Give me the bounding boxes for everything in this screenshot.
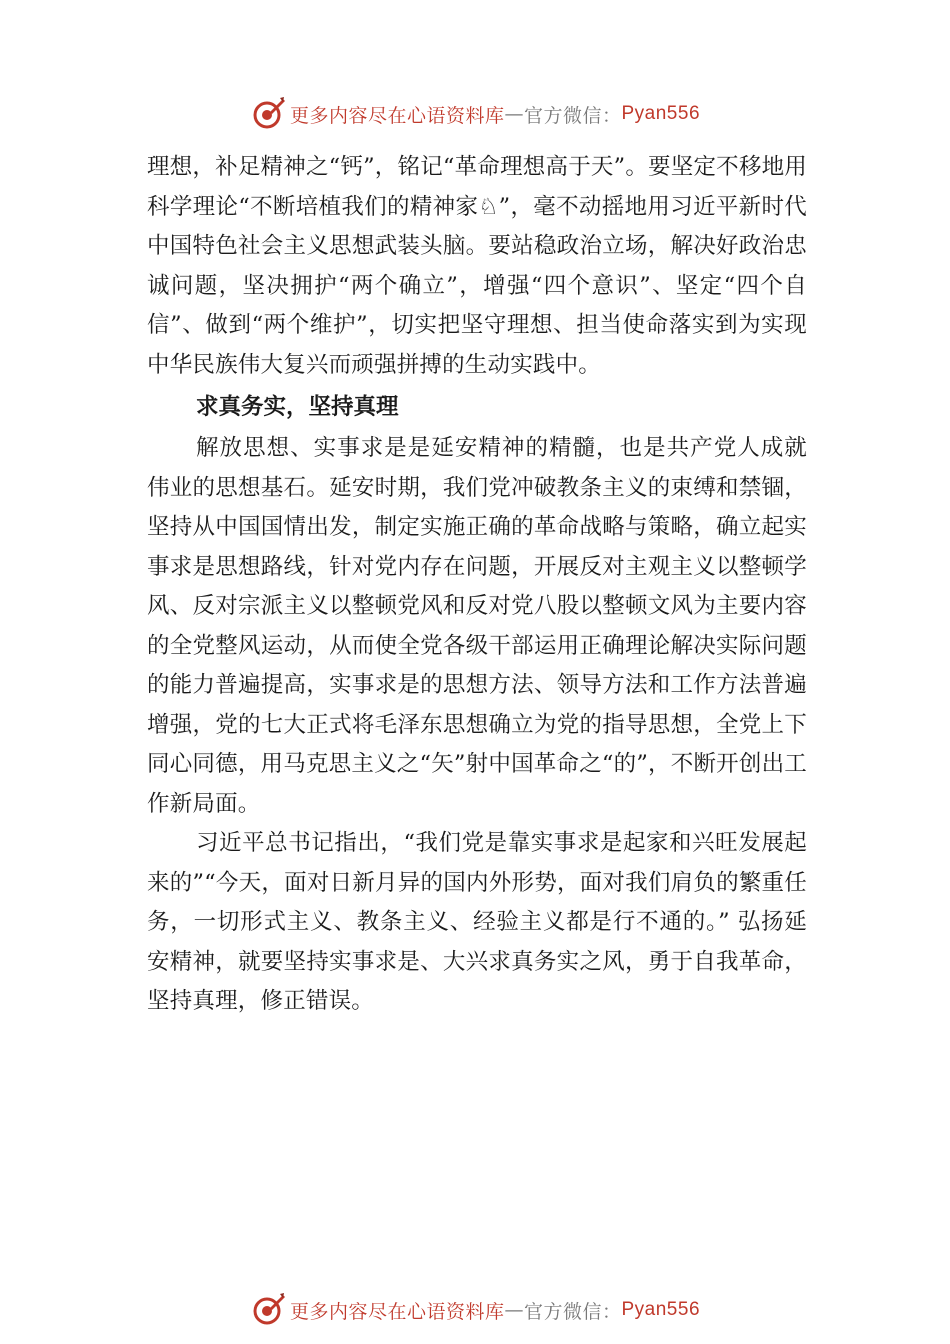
quill-pen-circle-icon [250,96,286,132]
watermark-title: 更多内容尽在心语资料库 [289,1300,505,1323]
quill-pen-circle-icon [250,1292,286,1328]
paragraph-1: 理想，补足精神之“钙”，铭记“革命理想高于天”。要坚定不移地用科学理论“不断培植我们的精神家♘”，毫不动摇地用习近平新时代中国特色社会主义思想武装头脑。要站稳政治立场，解决好政治忠诚问题，坚决拥护“两个确立”，增强“四个意识”、坚定“四个自信”、做到“两个维护”，切实把坚守理想、担当使命落实到为实现中华民族伟大复兴而顽强拼搏的生动实践中。 [147,154,807,378]
watermark-account: Pyan556 [621,103,701,124]
watermark-dash: — [504,1299,524,1321]
watermark-title: 更多内容尽在心语资料库 [289,104,505,127]
section-heading: 求真务实，坚持真理 [196,394,399,420]
watermark-wechat-label: 官方微信： [523,1300,622,1323]
paragraph-2: 解放思想、实事求是是延安精神的精髓，也是共产党人成就伟业的思想基石。延安时期，我们党冲破教条主义的束缚和禁锢，坚持从中国国情出发，制定实施正确的革命战略与策略，确立起实事求是思想路线，针对党内存在问题，开展反对主观主义以整顿学风、反对宗派主义以整顿党风和反对党八股以整顿文风为主要内容的全党整风运动，从而使全党各级干部运用正确理论解决实际问题的能力普遍提高，实事求是的思想方法、领导方法和工作方法普遍增强，党的七大正式将毛泽东思想确立为党的指导思想，全党上下同心同德，用马克思主义之“矢”射中国革命之“的”，不断开创出工作新局面。 [147,435,807,817]
document-body [147,148,807,1022]
paragraph-3: 习近平总书记指出，“我们党是靠实事求是起家和兴旺发展起来的”“今天，面对日新月异的国内外形势，面对我们肩负的繁重任务，一切形式主义、教条主义、经验主义都是行不通的。” 弘扬延安精神，就要坚持实事求是、大兴求真务实之风，勇于自我革命，坚持真理，修正错误。 [147,830,807,1014]
watermark-dash: — [504,103,524,125]
header-watermark [0,96,950,132]
footer-watermark [0,1292,950,1328]
watermark-wechat-label: 官方微信： [523,104,622,127]
watermark-account: Pyan556 [621,1299,701,1320]
